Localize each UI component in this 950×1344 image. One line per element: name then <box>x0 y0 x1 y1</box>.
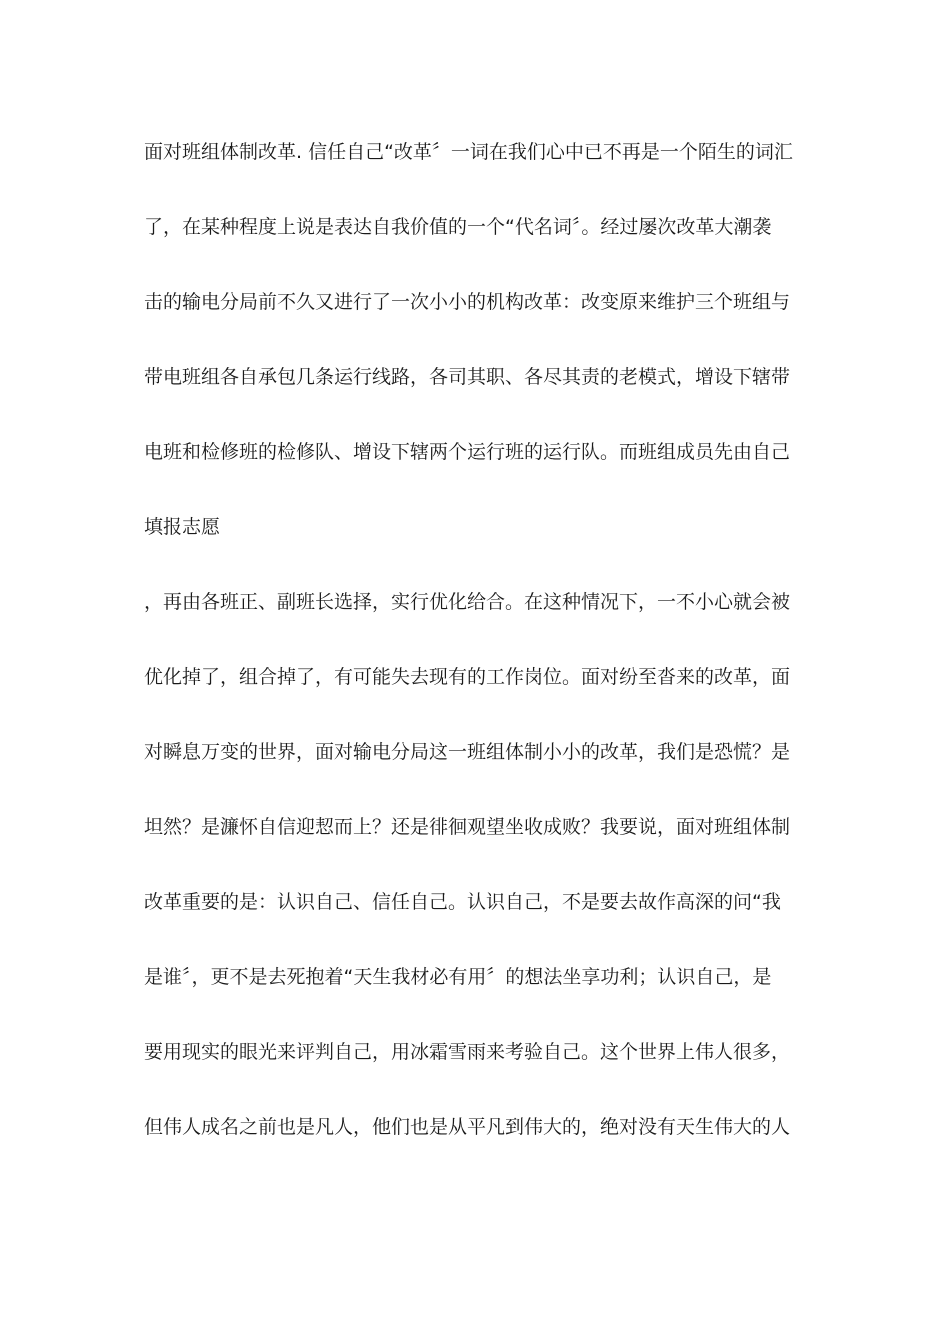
text-line: 优化掉了，组合掉了，有可能失去现有的工作岗位。面对纷至沓来的改革，面 <box>144 666 791 688</box>
text-line: 要用现实的眼光来评判自己，用冰霜雪雨来考验自己。这个世界上伟人很多， <box>144 1041 791 1063</box>
document-body <box>144 133 814 1183</box>
text-line: 电班和检修班的检修队、增设下辖两个运行班的运行队。而班组成员先由自己 <box>144 441 791 463</box>
text-line: 填报志愿 <box>144 516 221 538</box>
text-line: 对瞬息万变的世界，面对输电分局这一班组体制小小的改革，我们是恐慌？是 <box>144 741 791 763</box>
text-line: 带电班组各自承包几条运行线路，各司其职、各尽其责的老模式，增设下辖带 <box>144 366 791 388</box>
text-line: 是谁〞，更不是去死抱着“天生我材必有用〞的想法坐享功利；认识自己，是 <box>144 966 772 988</box>
text-line: 击的输电分局前不久又进行了一次小小的机构改革：改变原来维护三个班组与 <box>144 291 791 313</box>
text-line: 了，在某种程度上说是表达自我价值的一个“代名词〞。经过屡次改革大潮袭 <box>144 216 772 238</box>
text-line: 面对班组体制改革. 信任自己“改革〞一词在我们心中已不再是一个陌生的词汇 <box>144 141 793 163</box>
text-line: 改革重要的是：认识自己、信任自己。认识自己，不是要去故作高深的问“我 <box>144 891 781 913</box>
text-line: 坦然？是濂怀自信迎恝而上？还是徘徊观望坐收成败？我要说，面对班组体制 <box>144 816 791 838</box>
text-line: ，再由各班正、副班长选择，实行优化给合。在这种情况下，一不小心就会被 <box>144 591 791 613</box>
text-line: 但伟人成名之前也是凡人，他们也是从平凡到伟大的，绝对没有天生伟大的人 <box>144 1116 791 1138</box>
